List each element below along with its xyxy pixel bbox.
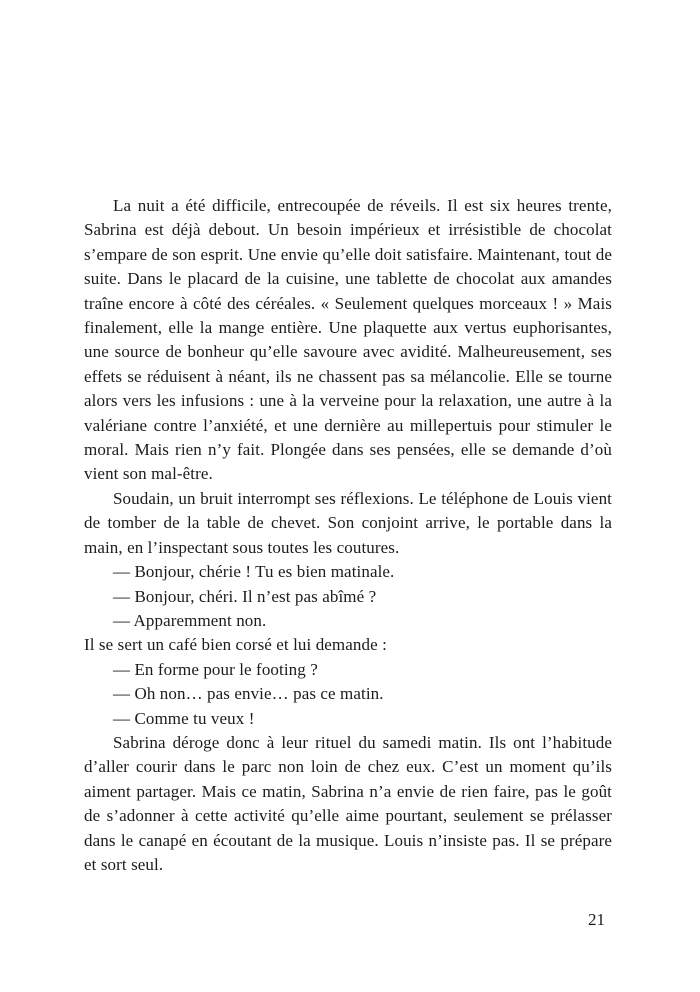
dialogue-line: — Apparemment non. (113, 610, 267, 630)
dialogue-line: — Comme tu veux ! (113, 708, 255, 728)
dialogue-line: — Bonjour, chéri. Il n’est pas abîmé ? (113, 586, 377, 606)
dialogue-line: — Oh non… pas envie… pas ce matin. (113, 684, 384, 704)
text-block (84, 194, 612, 877)
paragraph-ritual: Sabrina déroge donc à leur rituel du samedi matin. Ils ont l’habitude d’aller courir dans le parc non loin de chez eux. C’est un moment qu’ils aiment partager. Mais ce matin, Sabrina n’a envie de rien faire, pas le goût de s’adonner à cette activité qu’elle aime pourtant, seulement se prélasser dans le canapé en écoutant de la musique. Louis n’insiste pas. Il se prépare et sort seul. (84, 732, 612, 874)
dialogue-line: — Bonjour, chérie ! Tu es bien matinale. (113, 562, 395, 582)
paragraph-night: La nuit a été difficile, entrecoupée de réveils. Il est six heures trente, Sabrina est déjà debout. Un besoin impérieux et irrésistible de chocolat s’empare de son esprit. Une envie qu’elle doit satisfaire. Maintenant, tout de suite. Dans le placard de la cuisine, une tablette de chocolat aux amandes traîne encore à côté des céréales. « Seulement quelques morceaux ! » Mais finalement, elle la mange entière. Une plaquette aux vertus euphorisantes, une source de bonheur qu’elle savoure avec avidité. Malheureusement, ses effets se réduisent à néant, ils ne chassent pas sa mélancolie. Elle se tourne alors vers les infusions : une à la verveine pour la relaxation, une autre à la valériane contre l’anxiété, et une dernière au millepertuis pour stimuler le moral. Mais rien n’y fait. Plongée dans ses pensées, elle se demande d’où vient son mal-être. (84, 196, 612, 484)
narration-line: Il se sert un café bien corsé et lui demande : (84, 635, 387, 655)
dialogue-line: — En forme pour le footing ? (113, 659, 318, 679)
page-number: 21 (588, 910, 605, 929)
paragraph-noise: Soudain, un bruit interrompt ses réflexions. Le téléphone de Louis vient de tomber de la table de chevet. Son conjoint arrive, le portable dans la main, en l’inspectant sous toutes les coutures. (84, 488, 612, 557)
